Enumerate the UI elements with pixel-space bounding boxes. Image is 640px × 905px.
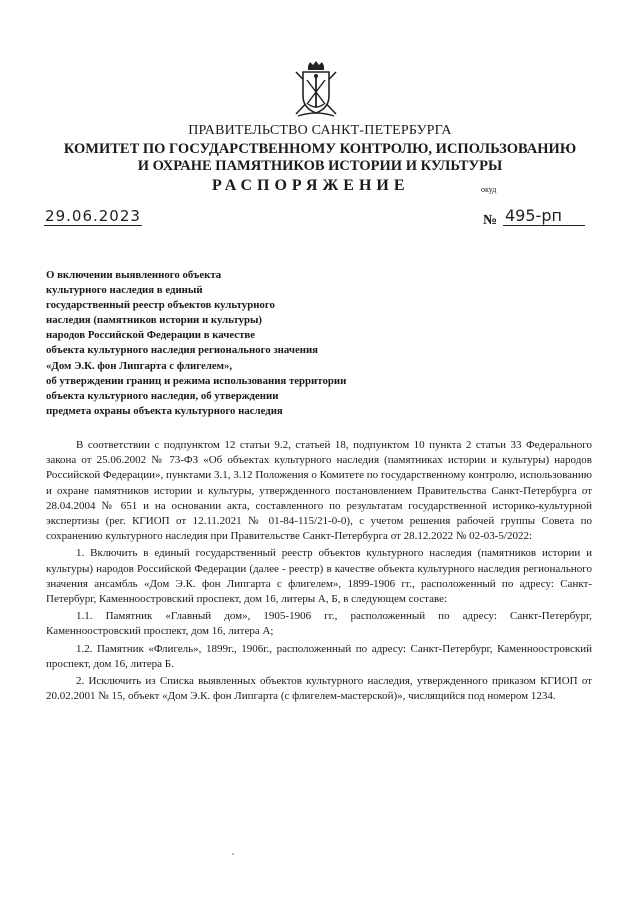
subject-line: О включении выявленного объекта: [46, 269, 222, 281]
clause-1: 1. Включить в единый государственный реестр объектов культурного наследия (памятников истории и культуры) народов Российской Федерации (далее - реестр) в качестве объекта культурного наследия регионального значения ансамбль «Дом Э.К. фон Липгарта с флигелем», 1899-1906 гг., расположенный по адресу: Санкт-Петербург, Каменноостровский проспект, дом 16, литеры А, Б, в следующем составе:: [46, 547, 592, 606]
clause-2: 2. Исключить из Списка выявленных объектов культурного наследия, утвержденного приказом КГИОП от 20.02.2001 № 15, объект «Дом Э.К. фон Липгарта (с флигелем-мастерской)», числящийся под номером 1234.: [46, 675, 592, 703]
committee-line: И ОХРАНЕ ПАМЯТНИКОВ ИСТОРИИ И КУЛЬТУРЫ: [137, 158, 503, 174]
subject-line: наследия (памятников истории и культуры): [46, 314, 263, 327]
committee-name: [0, 141, 640, 175]
document-type: РАСПОРЯЖЕНИЕ: [212, 177, 410, 194]
document-subject: [46, 268, 346, 419]
subject-line: объекта культурного наследия, об утверждении: [46, 389, 279, 402]
okud-label: окуд: [481, 185, 497, 194]
subject-line: предмета охраны объекта культурного наследия: [46, 404, 283, 417]
document-date: 29.06.2023: [45, 207, 141, 225]
document-body: [46, 438, 592, 704]
subject-line: объекта культурного наследия регионального значения: [46, 344, 319, 357]
subject-line: государственный реестр объектов культурного: [46, 299, 275, 312]
coat-of-arms-icon: [290, 60, 342, 120]
subject-line: «Дом Э.К. фон Липгарта с флигелем»,: [46, 359, 233, 372]
preamble-paragraph: В соответствии с подпунктом 12 статьи 9.2, статьей 18, подпунктом 10 пункта 2 статьи 33 Федерального закона от 25.06.2002 № 73-ФЗ «Об объектах культурного наследия (памятниках истории и культуры) народов Российской Федерации», пунктами 3.1, 3.12 Положения о Комитете по государственному контролю, использованию и охране памятников истории и культуры, утвержденного постановлением Правительства Санкт-Петербурга от 28.04.2004 № 651 и на основании акта, составленного по результатам государственной историко-культурной экспертизы (рег. КГИОП от 12.11.2021 № 01-84-115/21-0-0), с учетом решения рабочей группы Совета по сохранению культурного наследия при Правительстве Санкт-Петербурга от 28.12.2022 № 02-03-5/2022:: [46, 439, 592, 543]
committee-line: КОМИТЕТ ПО ГОСУДАРСТВЕННОМУ КОНТРОЛЮ, ИСПОЛЬЗОВАНИЮ: [63, 141, 577, 157]
scan-speck: [232, 853, 234, 855]
subject-line: об утверждении границ и режима использования территории: [46, 374, 347, 387]
subject-line: культурного наследия в единый: [46, 284, 203, 297]
number-sign: №: [483, 213, 498, 228]
document-number: 495-рп: [503, 206, 585, 226]
subject-line: народов Российской Федерации в качестве: [46, 329, 255, 342]
government-name: ПРАВИТЕЛЬСТВО САНКТ-ПЕТЕРБУРГА: [188, 123, 452, 138]
clause-1-2: 1.2. Памятник «Флигель», 1899г., 1906г., расположенный по адресу: Санкт-Петербург, Каменноостровский проспект, дом 16, литера Б.: [46, 642, 592, 670]
clause-1-1: 1.1. Памятник «Главный дом», 1905-1906 гг., расположенный по адресу: Санкт-Петербург, Каменноостровский проспект, дом 16, литера А;: [46, 610, 592, 638]
